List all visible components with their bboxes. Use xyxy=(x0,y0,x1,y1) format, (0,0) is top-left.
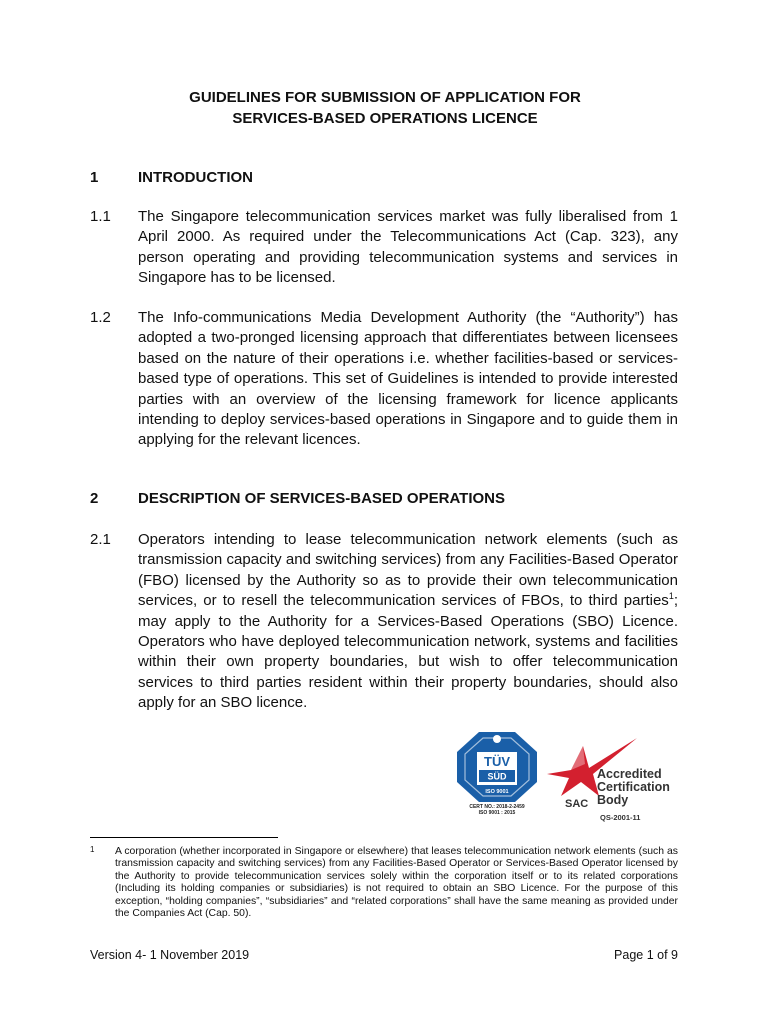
version-label: Version 4- 1 November 2019 xyxy=(90,948,250,962)
footnote-number: 1 xyxy=(90,845,95,854)
iso-text: ISO 9001 xyxy=(485,789,509,795)
paragraph-text-part-a: Operators intending to lease telecommunication network elements (such as transmission capacity and switching services) from any Facilities-Based Operator (FBO) licensed by the Authority so as to provide their own telecommunication services, or to resell the telecommunication services of FBOs, to third parties xyxy=(138,531,678,610)
paragraph-text: The Info-communications Media Development Authority (the “Authority”) has adopted a two-pronged licensing approach that differentiates between licensees based on the nature of their operations i.e. whether facilities-based or services-based type of operations. This set of Guidelines is intended to provide interested parties with an overview of the licensing framework for licence applicants intending to deploy services-based operations in Singapore and to guide them in applying for the relevant licences. xyxy=(138,309,678,449)
sac-code: QS-2001-11 xyxy=(600,813,641,822)
document-title xyxy=(90,87,680,129)
tuv-sud-logo xyxy=(455,730,539,826)
cert-number: CERT NO.: 2018-2-2459 xyxy=(469,804,525,810)
sac-logo xyxy=(541,734,683,826)
certification-logos xyxy=(455,730,681,826)
sac-line-2: Certification xyxy=(597,780,670,794)
section-number: 1 xyxy=(90,169,99,186)
footnote-divider xyxy=(90,837,278,838)
title-line-1: GUIDELINES FOR SUBMISSION OF APPLICATION FOR xyxy=(189,89,581,106)
tuv-certificate-info xyxy=(455,804,539,816)
cert-standard: ISO 9001 : 2015 xyxy=(478,810,516,816)
sac-line-3: Body xyxy=(597,793,629,807)
paragraph-number: 1.2 xyxy=(90,309,111,326)
section-title: INTRODUCTION xyxy=(138,169,253,186)
section-title: DESCRIPTION OF SERVICES-BASED OPERATIONS xyxy=(138,490,505,507)
section-number: 2 xyxy=(90,490,99,507)
paragraph-text: The Singapore telecommunication services market was fully liberalised from 1 April 2000. As required under the Telecommunications Act (Cap. 323), any person operating and providing telecommunication systems and services in Singapore has to be licensed. xyxy=(138,208,678,287)
footnote-reference[interactable]: 1 xyxy=(668,591,674,602)
paragraph-number: 2.1 xyxy=(90,531,111,548)
sac-accreditation-text xyxy=(597,768,670,807)
tuv-text: TÜV xyxy=(484,754,510,769)
tuv-octagon-icon xyxy=(455,730,539,804)
page-number: Page 1 of 9 xyxy=(614,948,678,962)
paragraph-text-part-b: ; may apply to the Authority for a Services-Based Operations (SBO) Licence. Operators who have deployed telecommunication network, systems and facilities within their own property boundaries, but wish to offer telecommunication services to third parties resident within their property boundaries, should also apply for an SBO licence. xyxy=(138,592,678,712)
footnote-text: A corporation (whether incorporated in Singapore or elsewhere) that leases telecommunication network elements (such as transmission capacity and switching services) from any Facilities-Based Operator or Services-Based Operator licensed by the Authority to provide telecommunication services solely within the corporation itself or to its related corporations (Including its holding companies or subsidiaries) is not required to obtain an SBO Licence. For the purpose of this exception, “holding companies”, “subsidiaries” and “related corporations” shall have the same meaning as provided under the Companies Act (Cap. 50). xyxy=(115,846,678,920)
title-line-2: SERVICES-BASED OPERATIONS LICENCE xyxy=(232,110,538,127)
paragraph-text xyxy=(138,530,678,714)
paragraph-number: 1.1 xyxy=(90,208,111,225)
sac-label: SAC xyxy=(565,798,589,810)
sac-line-1: Accredited xyxy=(597,767,662,781)
sud-text: SÜD xyxy=(487,771,507,782)
